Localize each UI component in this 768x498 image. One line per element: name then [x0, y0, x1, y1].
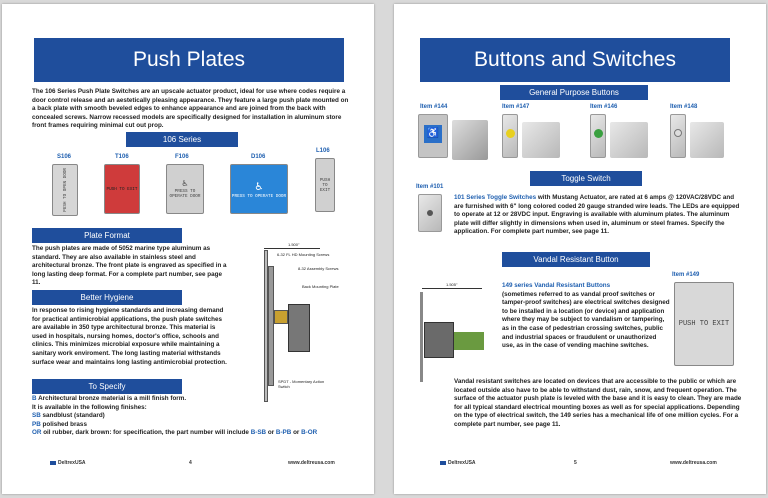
yellow-button-icon	[506, 129, 515, 138]
switch-body	[424, 322, 454, 358]
brand-logo-icon	[440, 461, 446, 465]
left-page	[2, 4, 374, 494]
plate-image	[166, 164, 204, 214]
page-title: Push Plates	[34, 38, 344, 82]
specify-list	[32, 395, 318, 438]
wire-bundle	[454, 332, 484, 350]
diagram-label: 8-32 Assembly Screws	[298, 266, 339, 271]
dimension-line	[422, 288, 482, 289]
dimension-line	[264, 248, 320, 249]
plate-text: PUSH TO EXIT	[106, 186, 138, 192]
plate-text: PUSH TO EXIT	[678, 320, 730, 328]
item-146-side-image	[610, 122, 648, 158]
plate-image	[104, 164, 140, 214]
plate-code: S106	[57, 154, 72, 160]
back-plate	[268, 266, 274, 386]
spec-code: B-OR	[301, 429, 318, 437]
toggle-text: 101 Series Toggle Switches with Mustang Actuator, are rated at 6 amps @ 120VAC/28VDC and are furnished with 6" long colored coded 20 gauge stranded wire leads. The LEDs are equipped to operate at 12 or 28VDC input. Engraving is available with aluminum plates. The aluminum plate will differ slightly in dimensions when used in, aluminum or steel frames. Specify the application. For complete part number, see page 11.	[454, 194, 740, 236]
plate-text: PUSH TO EXIT	[319, 177, 331, 193]
footer-brand: DeltrexUSA	[50, 460, 86, 466]
actuator	[274, 310, 288, 324]
plate-image	[315, 158, 335, 212]
silver-button-icon	[674, 129, 682, 137]
brand-logo-icon	[50, 461, 56, 465]
green-button-icon	[594, 129, 603, 138]
plate-text: PUSH TO OPEN DOOR	[62, 168, 68, 212]
plate-text: PRESS TO OPERATE DOOR	[231, 194, 287, 199]
spec-text: or	[293, 429, 300, 437]
item-149-image	[674, 282, 734, 366]
item-146-image	[590, 114, 606, 158]
plate-text: PRESS TO OPERATE DOOR	[169, 189, 201, 199]
item-147-side-image	[522, 122, 560, 158]
item-label: Item #144	[420, 104, 448, 110]
intro-paragraph: The 106 Series Push Plate Switches are an upscale actuator product, ideal for use where codes require a door control release and an aestetically pleasing appearance. They feature a large push plate mounted on a back plate with smooth beveled edges to enhance appearance and are joined from the back with concealed screws. Narrow recessed models are specifically designed for installation in aluminum store front frames requiring minimal cut out prop.	[32, 88, 349, 130]
item-label: Item #148	[670, 104, 698, 110]
dimension-label: 1.505"	[446, 282, 458, 287]
toggle-icon	[427, 210, 433, 216]
wheelchair-icon: ♿	[255, 180, 263, 194]
spec-text: or	[267, 429, 275, 437]
page-title: Buttons and Switches	[420, 38, 730, 82]
hygiene-text: In response to rising hygiene standards and increasing demand for practical antimicrobial applications, the push plate switches are available in 350 type architectural bronze. This material is used in hospitals, nursing homes, doctor's office, schools and clinics. This minimizes microbial exposure while maintaining a sanitary work enviroment. The long lasting material withstands surface wear and maintains long lasting antimicrobial protection.	[32, 307, 227, 366]
spec-text: polished brass	[42, 420, 87, 428]
spec-code: B-SB	[250, 429, 267, 437]
vandal-paragraph-2: Vandal resistant switches are located on devices that are accessible to the public or which are located outside also have to be able to withstand dust, rain, snow, and frequent operation. The surface of the actuator push plate is leveled with the base and it is easy to clean. They are made for all typical standard electrical mounting boxes as well as for special applications. Depending on the type of electrical switch, the 149 series has a mechanical life of one million cycles. For a complete part number, see page 11.	[454, 378, 742, 428]
specify-heading: To Specify	[32, 379, 182, 394]
toggle-switch-image	[418, 194, 442, 232]
right-page	[394, 4, 766, 494]
item-148-side-image	[690, 122, 724, 158]
plate-code: F106	[175, 154, 189, 160]
plate-image	[230, 164, 288, 214]
plate-code: L106	[316, 148, 330, 154]
series-heading: 106 Series	[126, 132, 238, 147]
footer-url[interactable]: www.deltreusa.com	[288, 460, 335, 466]
footer-url[interactable]: www.deltreusa.com	[670, 460, 717, 466]
item-label: Item #147	[502, 104, 530, 110]
item-label: Item #146	[590, 104, 618, 110]
item-144-side-image	[452, 120, 488, 160]
front-plate	[420, 292, 423, 382]
dimension-label: 1.500"	[288, 242, 300, 247]
item-147-image	[502, 114, 518, 158]
plate-format-text: The push plates are made of 5052 marine type aluminum as standard. They are also available in stainless steel and architectural bronze. The front plate is engraved as specified in a long lasting deep format. For a complete part number, see page 11.	[32, 245, 227, 287]
hygiene-heading: Better Hygiene	[32, 290, 182, 305]
spec-code: SB	[32, 412, 41, 420]
spec-text: oil rubber, dark brown: for specification, the part number will include	[43, 429, 249, 437]
item-148-image	[670, 114, 686, 158]
page-number: 4	[189, 460, 192, 466]
wheelchair-icon: ♿	[182, 179, 188, 189]
spec-code: B	[32, 395, 37, 402]
plate-image	[52, 164, 78, 216]
diagram-label: 6-32 FL HD Mounting Screws	[277, 252, 330, 257]
footer-brand: DeltrexUSA	[440, 460, 476, 466]
item-label: Item #101	[416, 184, 444, 190]
vandal-heading: Vandal Resistant Button	[502, 252, 650, 267]
spec-text: sandblust (standard)	[42, 412, 105, 420]
gp-heading: General Purpose Buttons	[500, 85, 648, 100]
plate-code: T106	[115, 154, 129, 160]
plate-format-heading: Plate Format	[32, 228, 182, 243]
spec-text: Architectural bronze material is a mill finish form.	[38, 395, 187, 402]
page-number: 5	[574, 460, 577, 466]
spec-code: PB	[32, 420, 41, 428]
diagram-label: SPDT - Momentary Action Switch	[278, 379, 325, 389]
vandal-text: 149 series Vandal Resistant Buttons (sometimes referred to as vandal proof switches or tamper-proof switches) are electrical switches designed to be installed in a location (or device) and application where they may be subject to vandalism or tampering, as in the case of pedestrian crossing switches, public and industrial spaces or fraudulent or unauthorized use, as in the case of vending machine switches.	[502, 282, 670, 350]
item-label: Item #149	[672, 272, 700, 278]
wheelchair-icon: ♿	[424, 125, 442, 143]
spec-code: B-PB	[275, 429, 292, 437]
toggle-heading: Toggle Switch	[530, 171, 642, 186]
plate-code: D106	[251, 154, 266, 160]
spec-text: It is available in the following finishes:	[32, 403, 147, 411]
diagram-label: Back Mounting Plate	[302, 284, 339, 289]
item-144-image	[418, 114, 448, 158]
switch-body	[288, 304, 310, 352]
spec-code: OR	[32, 429, 42, 437]
